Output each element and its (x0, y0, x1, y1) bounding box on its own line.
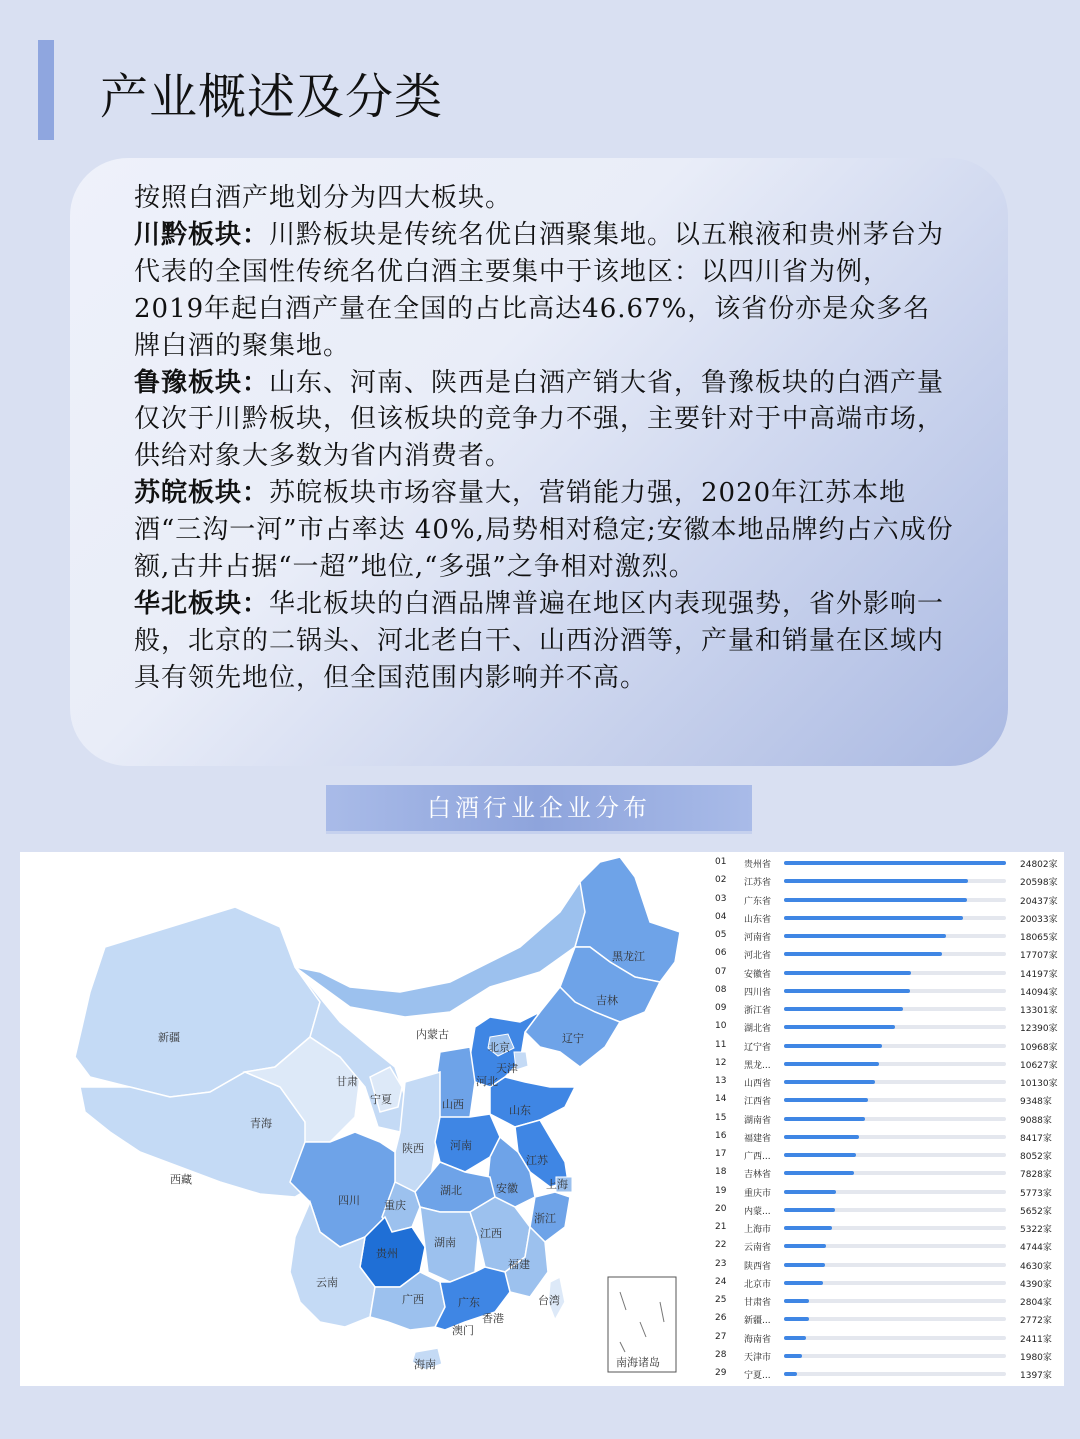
rank-bar-track (784, 1025, 1006, 1029)
rank-number: 26 (715, 1313, 727, 1324)
rank-row (710, 1091, 1064, 1109)
block-name: 苏皖板块： (134, 478, 270, 509)
map-label: 云南 (316, 1276, 338, 1289)
map-label: 新疆 (158, 1031, 180, 1044)
rank-value: 2772家 (1020, 1316, 1052, 1327)
rank-bar (784, 1299, 809, 1303)
rank-row (710, 891, 1064, 909)
rank-province: 福建省 (744, 1133, 772, 1144)
rank-number: 25 (715, 1295, 727, 1305)
map-label: 河南 (450, 1139, 472, 1152)
rank-value: 5652家 (1020, 1206, 1052, 1217)
rank-bar-track (784, 1244, 1006, 1248)
rank-province: 河南省 (744, 933, 772, 943)
block-chuanqian (134, 217, 954, 365)
rank-number: 24 (715, 1276, 727, 1287)
rank-number: 09 (715, 1003, 727, 1013)
rank-value: 2804家 (1020, 1298, 1052, 1308)
block-suwan (134, 475, 954, 586)
map-label: 江苏 (526, 1154, 548, 1167)
rank-province: 广西... (744, 1152, 771, 1162)
inset-islands (620, 1292, 664, 1352)
rank-number: 14 (715, 1094, 727, 1105)
rank-value: 14094家 (1020, 987, 1058, 998)
rank-bar-track (784, 916, 1006, 920)
rank-bar (784, 898, 967, 902)
rank-row (710, 1365, 1064, 1383)
rank-number: 11 (715, 1039, 727, 1050)
rank-province: 云南省 (744, 1243, 772, 1254)
rank-number: 01 (715, 857, 727, 867)
rank-bar (784, 1171, 854, 1175)
rank-bar (784, 1263, 825, 1267)
rank-province: 湖南省 (744, 1115, 772, 1126)
map-label: 内蒙古 (416, 1028, 449, 1041)
rank-bar-track (784, 861, 1006, 865)
rank-province: 山西省 (744, 1079, 772, 1089)
rank-bar-track (784, 971, 1006, 975)
rank-province: 湖北省 (744, 1024, 772, 1035)
title-accent-bar (38, 40, 54, 140)
rank-value: 10130家 (1020, 1079, 1058, 1089)
rank-province: 江苏省 (744, 878, 772, 889)
rank-province: 四川省 (744, 987, 772, 998)
distribution-panel (20, 852, 1064, 1386)
map-label: 甘肃 (336, 1075, 358, 1088)
rank-value: 20437家 (1020, 896, 1058, 907)
section-banner: 白酒行业企业分布 (326, 785, 752, 831)
rank-bar-track (784, 989, 1006, 993)
rank-bar-track (784, 1263, 1006, 1267)
rank-row (710, 1128, 1064, 1146)
rank-bar-track (784, 1208, 1006, 1212)
rank-value: 7828家 (1020, 1170, 1052, 1181)
rank-row (710, 854, 1064, 872)
rank-bar-track (784, 1354, 1006, 1358)
rank-bar (784, 1007, 903, 1011)
rank-value: 20033家 (1020, 914, 1058, 925)
map-label: 湖北 (440, 1184, 462, 1197)
rank-value: 17707家 (1020, 951, 1058, 962)
rank-province: 浙江省 (744, 1006, 772, 1016)
rank-value: 2411家 (1020, 1334, 1052, 1345)
rank-row (710, 945, 1064, 963)
map-label: 河北 (476, 1075, 498, 1088)
map-label: 四川 (338, 1194, 360, 1207)
rank-province: 宁夏... (744, 1371, 771, 1381)
rank-row (710, 1329, 1064, 1347)
rank-bar (784, 1044, 882, 1048)
rank-bar (784, 1354, 802, 1358)
rank-bar-track (784, 1098, 1006, 1102)
map-label: 澳门 (452, 1324, 474, 1337)
rank-number: 04 (715, 911, 727, 922)
rank-bar (784, 1281, 823, 1285)
map-label: 辽宁 (562, 1032, 584, 1045)
rank-row (710, 1055, 1064, 1073)
rank-row (710, 1347, 1064, 1365)
rank-bar (784, 916, 963, 920)
rank-value: 1980家 (1020, 1352, 1052, 1363)
rank-bar-track (784, 898, 1006, 902)
rank-province: 内蒙... (744, 1206, 771, 1217)
map-label: 重庆 (384, 1199, 406, 1212)
block-text: 苏皖板块市场容量大，营销能力强，2020年江苏本地酒“三沟一河”市占率达 40%,局势相对稳定;安徽本地品牌约占六成份额,古井占据“一超”地位,“多强”之争相对激烈。 (134, 478, 954, 583)
rank-bar-track (784, 1135, 1006, 1139)
block-huabei (134, 586, 954, 697)
map-label: 北京 (488, 1041, 510, 1054)
rank-bar (784, 989, 910, 993)
map-label: 南海诸岛 (616, 1356, 660, 1369)
rank-number: 12 (715, 1057, 727, 1068)
map-label: 宁夏 (370, 1093, 392, 1106)
map-label: 山西 (442, 1098, 464, 1111)
rank-number: 21 (715, 1222, 727, 1232)
rank-value: 10627家 (1020, 1060, 1058, 1071)
rank-number: 27 (715, 1331, 727, 1342)
rank-row (710, 927, 1064, 945)
rank-province: 广东省 (744, 896, 772, 907)
map-label: 台湾 (538, 1294, 560, 1307)
rank-number: 10 (715, 1021, 727, 1032)
rank-bar (784, 1098, 868, 1102)
map-label: 贵州 (376, 1247, 398, 1260)
rank-province: 甘肃省 (744, 1298, 772, 1308)
rank-bar (784, 1372, 797, 1376)
map-label: 吉林 (596, 994, 618, 1007)
rank-value: 10968家 (1020, 1042, 1058, 1053)
rank-bar (784, 1080, 875, 1084)
rank-row (710, 1237, 1064, 1255)
rank-number: 19 (715, 1185, 727, 1196)
rank-row (710, 1073, 1064, 1091)
map-label: 安徽 (496, 1182, 518, 1195)
rank-province: 辽宁省 (744, 1042, 772, 1053)
map-label: 天津 (496, 1062, 518, 1075)
rank-bar (784, 934, 946, 938)
map-label: 上海 (546, 1178, 568, 1191)
block-name: 华北板块： (134, 588, 270, 619)
map-label: 西藏 (170, 1173, 192, 1186)
map-label: 福建 (508, 1258, 530, 1271)
map-label: 黑龙江 (612, 950, 645, 963)
rank-value: 12390家 (1020, 1024, 1058, 1035)
rank-value: 4390家 (1020, 1279, 1052, 1290)
rank-province: 江西省 (744, 1097, 772, 1108)
rank-value: 5322家 (1020, 1225, 1052, 1235)
block-text: 山东、河南、陕西是白酒产销大省，鲁豫板块的白酒产量仅次于川黔板块，但该板块的竞争力不强，主要针对于中高端市场，供给对象大多数为省内消费者。 (134, 367, 945, 472)
rank-province: 黑龙... (744, 1060, 771, 1071)
block-name: 川黔板块： (134, 219, 270, 250)
rank-bar-track (784, 1153, 1006, 1157)
rank-row (710, 1164, 1064, 1182)
rank-row (710, 1310, 1064, 1328)
rank-number: 02 (715, 875, 727, 886)
rank-bar-track (784, 1080, 1006, 1084)
rank-bar-track (784, 1226, 1006, 1230)
rank-row (710, 1201, 1064, 1219)
rank-bar (784, 1226, 832, 1230)
region-shandong (490, 1077, 575, 1127)
rank-bar (784, 1117, 865, 1121)
rank-bar (784, 1336, 806, 1340)
rank-list (710, 852, 1064, 1386)
rank-value: 14197家 (1020, 969, 1058, 980)
map-label: 浙江 (534, 1212, 556, 1225)
rank-bar (784, 1190, 836, 1194)
rank-value: 24802家 (1020, 860, 1058, 870)
block-name: 鲁豫板块： (134, 367, 270, 398)
rank-bar-track (784, 1007, 1006, 1011)
rank-number: 16 (715, 1130, 727, 1141)
rank-province: 海南省 (744, 1334, 772, 1345)
intro-lead: 按照白酒产地划分为四大板块。 (134, 183, 513, 213)
rank-value: 5773家 (1020, 1188, 1052, 1199)
rank-bar (784, 1025, 895, 1029)
rank-value: 8417家 (1020, 1133, 1052, 1144)
rank-bar (784, 861, 1006, 865)
rank-number: 18 (715, 1167, 727, 1178)
rank-bar-track (784, 1117, 1006, 1121)
map-label: 广东 (458, 1296, 480, 1309)
rank-number: 29 (715, 1368, 727, 1378)
rank-province: 陕西省 (744, 1261, 772, 1272)
rank-bar (784, 1062, 879, 1066)
rank-row (710, 1000, 1064, 1018)
page-title: 产业概述及分类 (100, 69, 444, 125)
rank-row (710, 1037, 1064, 1055)
rank-row (710, 1110, 1064, 1128)
rank-number: 03 (715, 893, 727, 904)
rank-number: 07 (715, 966, 727, 977)
rank-bar (784, 879, 968, 883)
map-label: 海南 (414, 1358, 436, 1371)
block-text: 川黔板块是传统名优白酒聚集地。以五粮液和贵州茅台为代表的全国性传统名优白酒主要集中于该地区：以四川省为例，2019年起白酒产量在全国的占比高达46.67%，该省份亦是众多名牌白酒的聚集地。 (134, 219, 945, 361)
rank-bar (784, 1317, 809, 1321)
rank-bar (784, 1153, 856, 1157)
rank-bar (784, 1208, 835, 1212)
map-label: 广西 (402, 1293, 424, 1306)
rank-number: 23 (715, 1258, 727, 1269)
rank-province: 贵州省 (744, 860, 772, 870)
rank-province: 天津市 (744, 1352, 772, 1363)
rank-number: 20 (715, 1203, 727, 1214)
rank-row (710, 1256, 1064, 1274)
rank-value: 20598家 (1020, 878, 1058, 889)
rank-row (710, 964, 1064, 982)
rank-bar-track (784, 1062, 1006, 1066)
rank-bar-track (784, 1171, 1006, 1175)
rank-bar (784, 1135, 859, 1139)
rank-value: 1397家 (1020, 1371, 1052, 1381)
rank-number: 06 (715, 948, 727, 959)
map-label: 江西 (480, 1227, 502, 1240)
rank-row (710, 1018, 1064, 1036)
rank-number: 17 (715, 1149, 727, 1159)
rank-number: 28 (715, 1349, 727, 1360)
intro-text (134, 180, 954, 697)
rank-number: 08 (715, 984, 727, 995)
rank-row (710, 872, 1064, 890)
block-text: 华北板块的白酒品牌普遍在地区内表现强势，省外影响一般，北京的二锅头、河北老白干、山西汾酒等，产量和销量在区域内具有领先地位，但全国范围内影响并不高。 (134, 588, 945, 693)
rank-bar-track (784, 1281, 1006, 1285)
rank-province: 北京市 (744, 1279, 772, 1290)
rank-bar-track (784, 1372, 1006, 1376)
rank-row (710, 1183, 1064, 1201)
block-luyu (134, 365, 954, 476)
rank-row (710, 1219, 1064, 1237)
map-label: 湖南 (434, 1236, 456, 1249)
rank-value: 4630家 (1020, 1261, 1052, 1272)
rank-row (710, 909, 1064, 927)
rank-row (710, 1146, 1064, 1164)
map-label: 香港 (482, 1312, 504, 1325)
rank-province: 重庆市 (744, 1188, 772, 1199)
rank-province: 吉林省 (744, 1170, 772, 1181)
rank-bar-track (784, 1190, 1006, 1194)
rank-bar (784, 1244, 826, 1248)
rank-number: 13 (715, 1076, 727, 1086)
rank-bar-track (784, 1317, 1006, 1321)
rank-bar-track (784, 952, 1006, 956)
china-map (20, 852, 710, 1386)
rank-number: 05 (715, 930, 727, 940)
rank-value: 13301家 (1020, 1006, 1058, 1016)
map-label: 青海 (250, 1117, 272, 1130)
rank-province: 河北省 (744, 951, 772, 962)
rank-bar-track (784, 934, 1006, 938)
rank-row (710, 982, 1064, 1000)
rank-province: 安徽省 (744, 969, 772, 980)
rank-bar-track (784, 879, 1006, 883)
rank-bar (784, 952, 942, 956)
rank-province: 新疆... (744, 1316, 771, 1327)
rank-number: 22 (715, 1240, 727, 1251)
map-label: 陕西 (402, 1142, 424, 1155)
map-label: 山东 (509, 1104, 531, 1117)
rank-row (710, 1274, 1064, 1292)
rank-value: 18065家 (1020, 933, 1058, 943)
rank-bar (784, 971, 911, 975)
rank-bar-track (784, 1299, 1006, 1303)
rank-row (710, 1292, 1064, 1310)
rank-number: 15 (715, 1112, 727, 1123)
rank-province: 上海市 (744, 1225, 772, 1235)
rank-province: 山东省 (744, 914, 772, 925)
rank-bar-track (784, 1336, 1006, 1340)
rank-bar-track (784, 1044, 1006, 1048)
rank-value: 8052家 (1020, 1152, 1052, 1162)
rank-value: 9348家 (1020, 1097, 1052, 1108)
rank-value: 4744家 (1020, 1243, 1052, 1254)
rank-value: 9088家 (1020, 1115, 1052, 1126)
